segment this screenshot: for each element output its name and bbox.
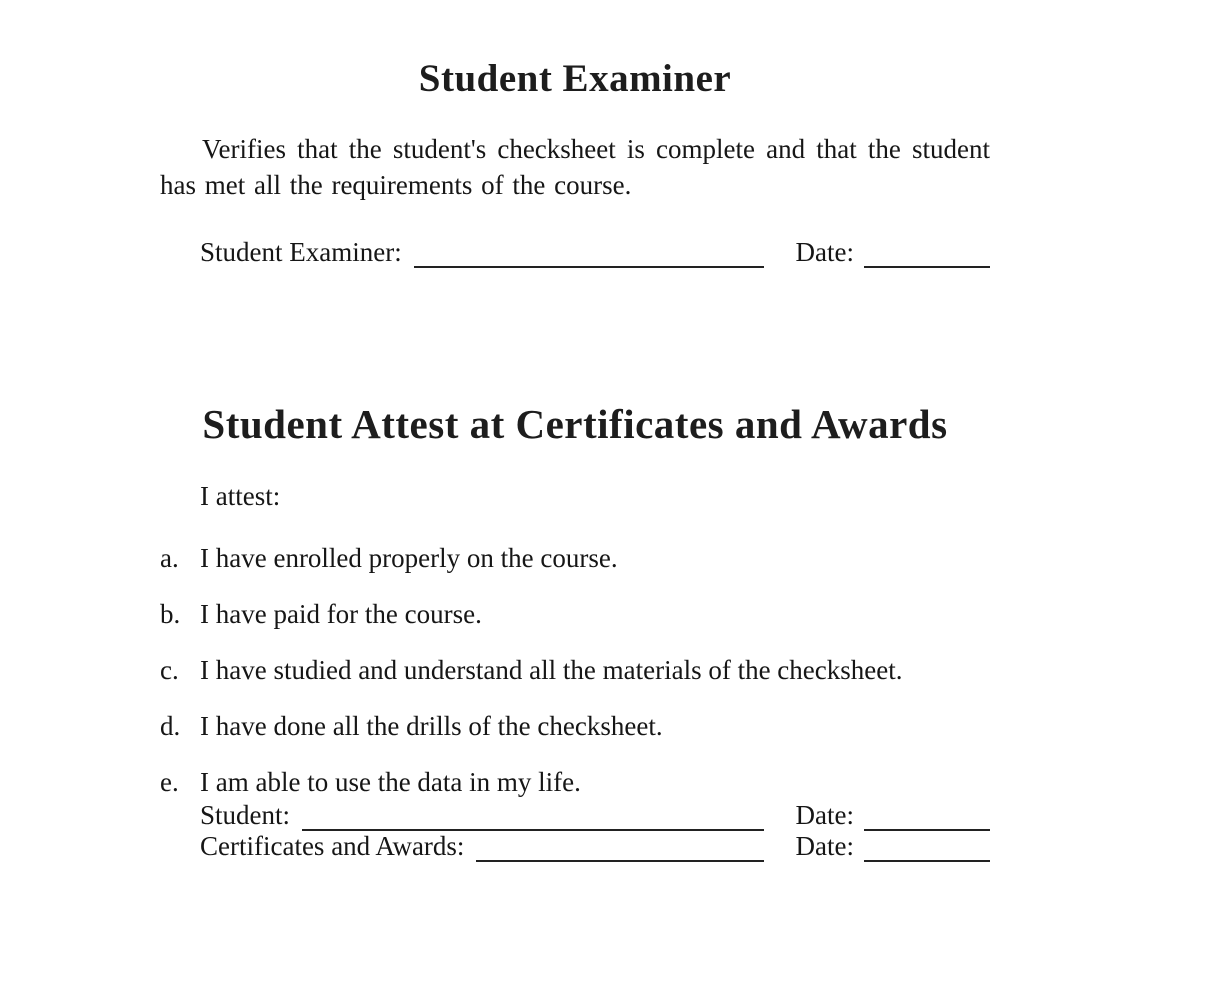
examiner-date-label: Date:	[795, 237, 854, 267]
list-item-text: I have paid for the course.	[200, 599, 482, 629]
list-item	[160, 652, 990, 688]
attest-section-title: Student Attest at Certificates and Awards	[202, 401, 948, 447]
list-item	[160, 764, 990, 800]
list-item-text: I have done all the drills of the checksheet.	[200, 711, 663, 741]
examiner-signature-row	[160, 237, 990, 268]
examiner-signature-line	[414, 237, 764, 268]
examiner-section-title: Student Examiner	[418, 57, 732, 100]
list-item-letter: b.	[160, 599, 181, 629]
list-item	[160, 708, 990, 744]
page-content	[160, 0, 990, 862]
certificates-signature-row	[160, 831, 990, 862]
list-item-text: I have enrolled properly on the course.	[200, 543, 618, 573]
attest-list	[160, 540, 990, 800]
student-date-label: Date:	[795, 800, 854, 830]
list-item	[160, 596, 990, 632]
certificates-date-label: Date:	[795, 831, 854, 861]
examiner-signature-label: Student Examiner:	[200, 237, 402, 267]
attest-intro: I attest:	[200, 481, 281, 511]
examiner-date-line	[864, 237, 990, 268]
list-item-letter: a.	[160, 543, 179, 573]
certificates-signature-line	[476, 831, 763, 862]
list-item-letter: e.	[160, 767, 179, 797]
list-item-text: I have studied and understand all the materials of the checksheet.	[200, 655, 903, 685]
list-item-letter: d.	[160, 711, 181, 741]
student-signature-line	[302, 800, 764, 831]
student-date-line	[864, 800, 990, 831]
certificates-date-line	[864, 831, 990, 862]
student-signature-row	[160, 800, 990, 831]
list-item-letter: c.	[160, 655, 179, 685]
list-item-text: I am able to use the data in my life.	[200, 767, 581, 797]
examiner-section-paragraph: Verifies that the student's checksheet is complete and that the student has met all the requirements of the course.	[160, 134, 990, 200]
attest-signature-block	[160, 800, 990, 862]
certificates-signature-label: Certificates and Awards:	[200, 831, 465, 861]
list-item	[160, 540, 990, 576]
student-signature-label: Student:	[200, 800, 291, 830]
